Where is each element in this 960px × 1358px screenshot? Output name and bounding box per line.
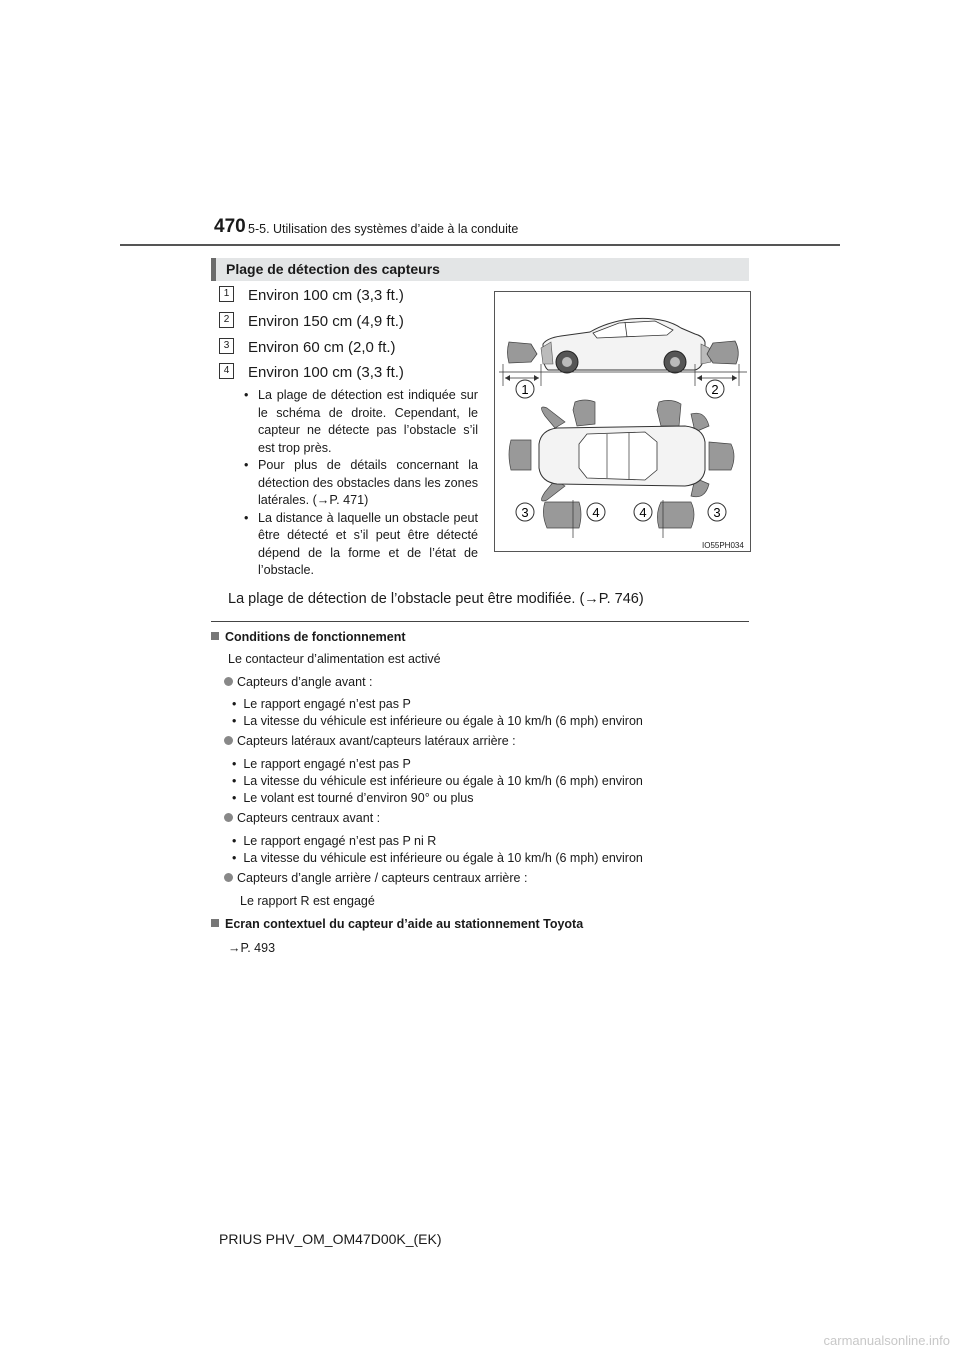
callout-label-3a: 3 [521, 505, 529, 520]
range-zone-front-side-bottom [543, 502, 581, 528]
distance-text: Environ 60 cm (2,0 ft.) [248, 339, 396, 356]
distance-item-3 [219, 339, 396, 359]
condition-item: • Le rapport engagé n’est pas P [232, 697, 411, 711]
conditions-intro: Le contacteur d’alimentation est activé [228, 652, 441, 666]
conditions-title: Conditions de fonctionnement [225, 630, 406, 644]
range-zone-rear-side-top [657, 400, 681, 426]
notes-list [244, 387, 478, 580]
conditions-heading [211, 630, 406, 644]
callout-label-2: 2 [711, 382, 719, 397]
figure-code: IO55PH034 [702, 541, 744, 550]
square-bullet-icon [211, 632, 219, 640]
modify-note: La plage de détection de l’obstacle peut être modifiée. (→P. 746) [228, 591, 644, 607]
callout-label-4a: 4 [592, 505, 600, 520]
group-heading: Capteurs d’angle arrière / capteurs centraux arrière : [224, 871, 527, 885]
condition-text: Le rapport R est engagé [240, 894, 375, 908]
range-zone-front-center [509, 440, 531, 470]
range-zone-front-side-top [573, 400, 595, 426]
footer-code: PRIUS PHV_OM_OM47D00K_(EK) [219, 1231, 442, 1247]
range-zone-rear-center [709, 442, 734, 470]
distance-text: Environ 150 cm (4,9 ft.) [248, 313, 404, 330]
group-heading: Capteurs centraux avant : [224, 811, 380, 825]
circle-bullet-icon [224, 736, 233, 745]
number-badge: 1 [219, 286, 234, 302]
ecran-title: Ecran contextuel du capteur d’aide au stationnement Toyota [225, 917, 584, 931]
callout-label-4b: 4 [639, 505, 647, 520]
section-heading [211, 258, 749, 281]
sensor-range-figure [494, 291, 751, 552]
condition-item: • Le rapport engagé n’est pas P ni R [232, 834, 437, 848]
condition-item: • La vitesse du véhicule est inférieure ou égale à 10 km/h (6 mph) environ [232, 714, 643, 728]
condition-item: • Le volant est tourné d’environ 90° ou plus [232, 791, 474, 805]
condition-item: • Le rapport engagé n’est pas P [232, 757, 411, 771]
number-badge: 2 [219, 312, 234, 328]
header-divider [120, 244, 840, 246]
square-bullet-icon [211, 919, 219, 927]
condition-item: • La vitesse du véhicule est inférieure ou égale à 10 km/h (6 mph) environ [232, 851, 643, 865]
range-zone-front [508, 342, 538, 363]
callout-label-3b: 3 [713, 505, 721, 520]
heading-edge [211, 258, 216, 281]
range-zone-rear [707, 341, 738, 364]
section-title: 5-5. Utilisation des systèmes d’aide à la conduite [248, 222, 519, 236]
distance-item-2 [219, 313, 404, 333]
group-heading: Capteurs d’angle avant : [224, 675, 373, 689]
number-badge: 4 [219, 363, 234, 379]
note-item: • La distance à laquelle un obstacle peut être détecté et s’il peut être détecté dépend de la forme et de l’état de l’obstacle. [244, 510, 478, 580]
sensor-diagram [495, 292, 750, 551]
number-badge: 3 [219, 338, 234, 354]
car-side-view [543, 318, 705, 373]
note-item: • Pour plus de détails concernant la détection des obstacles dans les zones latérales. (→P. 471) [244, 457, 478, 510]
distance-item-4 [219, 364, 404, 384]
distance-item-1 [219, 287, 404, 307]
range-zone-front-corner-top [541, 407, 565, 428]
page-number: 470 [214, 216, 246, 237]
heading-text: Plage de détection des capteurs [226, 261, 440, 277]
callout-label-1: 1 [521, 382, 529, 397]
distance-text: Environ 100 cm (3,3 ft.) [248, 364, 404, 381]
distance-text: Environ 100 cm (3,3 ft.) [248, 287, 404, 304]
car-top-view [539, 426, 705, 486]
watermark: carmanualsonline.info [823, 1333, 950, 1348]
ecran-heading [211, 917, 583, 931]
section-divider [211, 621, 749, 622]
group-heading: Capteurs latéraux avant/capteurs latéraux arrière : [224, 734, 516, 748]
condition-item: • La vitesse du véhicule est inférieure ou égale à 10 km/h (6 mph) environ [232, 774, 643, 788]
circle-bullet-icon [224, 873, 233, 882]
note-item: • La plage de détection est indiquée sur le schéma de droite. Cependant, le capteur ne détecte pas l’obstacle s’il est trop près. [244, 387, 478, 457]
page-reference-link[interactable]: →P. 493 [228, 941, 276, 955]
circle-bullet-icon [224, 677, 233, 686]
circle-bullet-icon [224, 813, 233, 822]
